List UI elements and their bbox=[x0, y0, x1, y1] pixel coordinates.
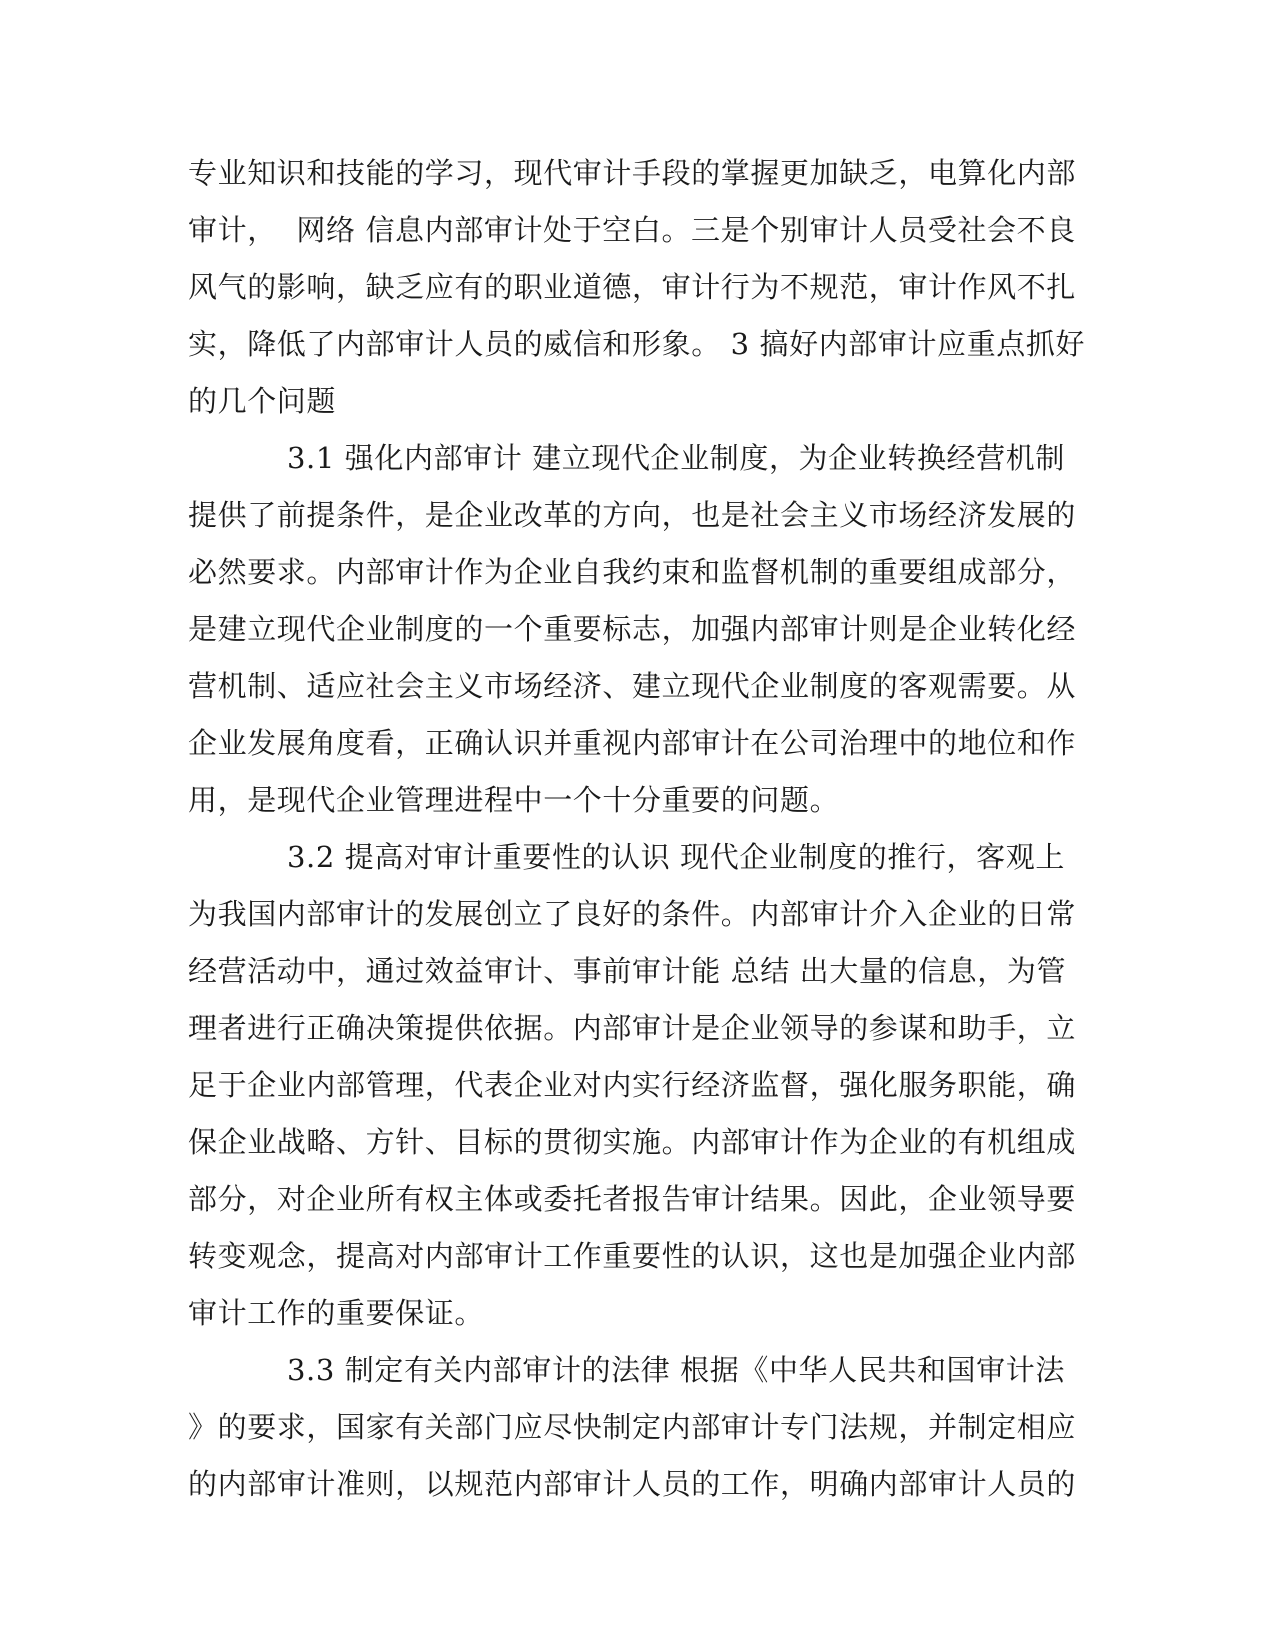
text-line: 足于企业内部管理，代表企业对内实行经济监督，强化服务职能，确 bbox=[188, 1068, 1077, 1102]
section-3-1-heading-line: 3.1 强化内部审计 建立现代企业制度，为企业转换经营机制 bbox=[287, 441, 1065, 475]
text-line: 的内部审计准则，以规范内部审计人员的工作，明确内部审计人员的 bbox=[188, 1467, 1077, 1501]
text-line: 转变观念，提高对内部审计工作重要性的认识，这也是加强企业内部 bbox=[188, 1239, 1077, 1273]
text-line: 是建立现代企业制度的一个重要标志，加强内部审计则是企业转化经 bbox=[188, 612, 1077, 646]
text-line: 为我国内部审计的发展创立了良好的条件。内部审计介入企业的日常 bbox=[188, 897, 1077, 931]
text-line: 实，降低了内部审计人员的威信和形象。 3 搞好内部审计应重点抓好 bbox=[188, 327, 1086, 361]
text-line: 审计工作的重要保证。 bbox=[188, 1296, 485, 1330]
section-3-3-heading-line: 3.3 制定有关内部审计的法律 根据《中华人民共和国审计法 bbox=[287, 1353, 1065, 1387]
text-line: 审计， 网络 信息内部审计处于空白。三是个别审计人员受社会不良 bbox=[188, 213, 1076, 247]
text-line: 理者进行正确决策提供依据。内部审计是企业领导的参谋和助手，立 bbox=[188, 1011, 1077, 1045]
text-line: 风气的影响，缺乏应有的职业道德，审计行为不规范，审计作风不扎 bbox=[188, 270, 1077, 304]
text-line: 提供了前提条件，是企业改革的方向，也是社会主义市场经济发展的 bbox=[188, 498, 1077, 532]
text-line: 必然要求。内部审计作为企业自我约束和监督机制的重要组成部分， bbox=[188, 555, 1077, 589]
body-text bbox=[188, 145, 1086, 1513]
text-line: 经营活动中，通过效益审计、事前审计能 总结 出大量的信息，为管 bbox=[188, 954, 1067, 988]
text-line: 用，是现代企业管理进程中一个十分重要的问题。 bbox=[188, 783, 840, 817]
text-line: 部分，对企业所有权主体或委托者报告审计结果。因此，企业领导要 bbox=[188, 1182, 1077, 1216]
text-line: 的几个问题 bbox=[188, 384, 337, 418]
text-line: 专业知识和技能的学习，现代审计手段的掌握更加缺乏，电算化内部 bbox=[188, 156, 1077, 190]
text-line: 营机制、适应社会主义市场经济、建立现代企业制度的客观需要。从 bbox=[188, 669, 1077, 703]
section-3-2-heading-line: 3.2 提高对审计重要性的认识 现代企业制度的推行，客观上 bbox=[287, 840, 1065, 874]
text-line: 》的要求，国家有关部门应尽快制定内部审计专门法规，并制定相应 bbox=[188, 1410, 1077, 1444]
text-line: 保企业战略、方针、目标的贯彻实施。内部审计作为企业的有机组成 bbox=[188, 1125, 1077, 1159]
text-line: 企业发展角度看，正确认识并重视内部审计在公司治理中的地位和作 bbox=[188, 726, 1077, 760]
